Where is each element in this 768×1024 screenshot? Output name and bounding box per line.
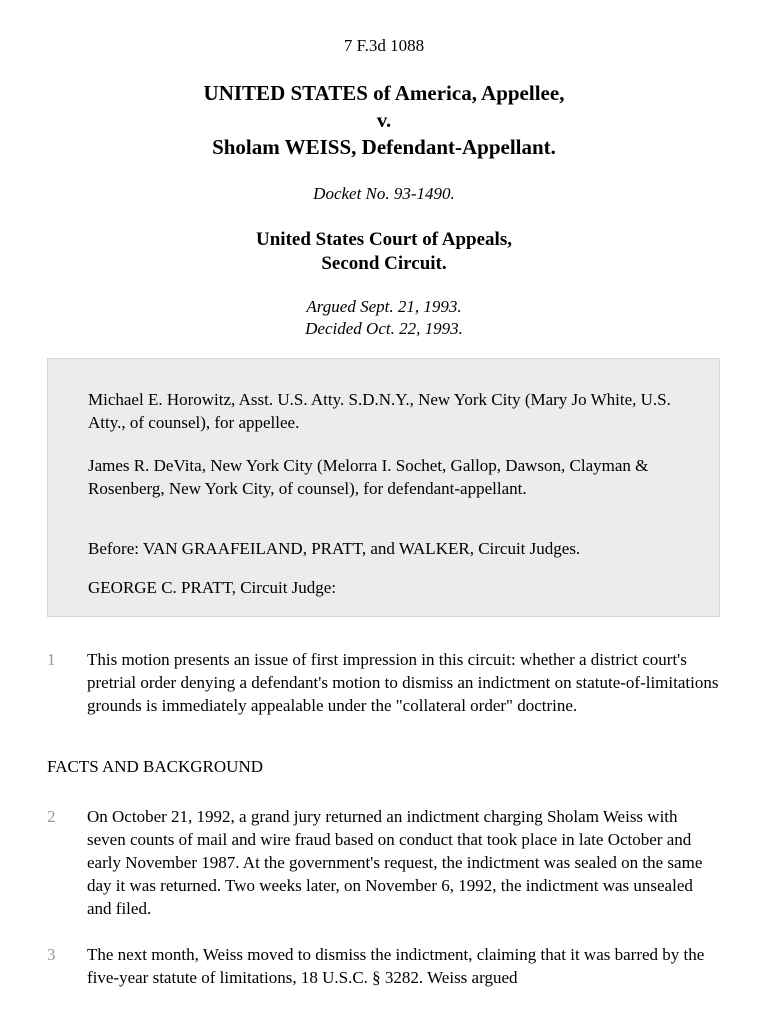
paragraph-number: 3 [47,945,56,964]
panel-judges: Before: VAN GRAAFEILAND, PRATT, and WALKER, Circuit Judges. [88,539,581,558]
case-citation: 7 F.3d 1088 [343,36,425,55]
paragraph-text: The next month, Weiss moved to dismiss the indictment, claiming that it was barred by the five-year statute of limitations, 18 U.S.C. § 3282. Weiss argued [87,945,705,987]
court-name-line1: United States Court of Appeals, [256,229,512,250]
caption-versus: v. [376,108,392,132]
court-name [0,228,768,276]
docket-number: Docket No. 93-1490. [313,184,455,203]
opinion-author: GEORGE C. PRATT, Circuit Judge: [88,578,337,597]
caption-appellee: UNITED STATES of America, Appellee, [203,81,565,105]
appellee-counsel: Michael E. Horowitz, Asst. U.S. Atty. S.D.N.Y., New York City (Mary Jo White, U.S. Atty., of counsel), for appellee. [88,390,671,432]
court-name-line2: Second Circuit. [321,253,447,274]
case-dates [0,296,768,340]
paragraph-number: 1 [47,650,56,669]
paragraph-number: 2 [47,807,56,826]
case-caption [0,80,768,161]
caption-appellant: Sholam WEISS, Defendant-Appellant. [212,135,556,159]
decided-date: Decided Oct. 22, 1993. [305,319,463,338]
section-heading: FACTS AND BACKGROUND [47,757,263,776]
paragraph-text: On October 21, 1992, a grand jury returned an indictment charging Sholam Weiss with seven counts of mail and wire fraud based on conduct that took place in late October and early November 1987. At the government's request, the indictment was sealed on the same day it was returned. Two weeks later, on November 6, 1992, the indictment was unsealed and filed. [87,807,703,918]
appellant-counsel: James R. DeVita, New York City (Melorra I. Sochet, Gallop, Dawson, Clayman & Rosenberg, New York City, of counsel), for defendant-appellant. [88,456,649,498]
argued-date: Argued Sept. 21, 1993. [306,297,462,316]
counsel-box [47,358,720,617]
paragraph-text: This motion presents an issue of first impression in this circuit: whether a district court's pretrial order denying a defendant's motion to dismiss an indictment on statute-of-limitations grounds is immediately appealable under the "collateral order" doctrine. [87,650,719,715]
